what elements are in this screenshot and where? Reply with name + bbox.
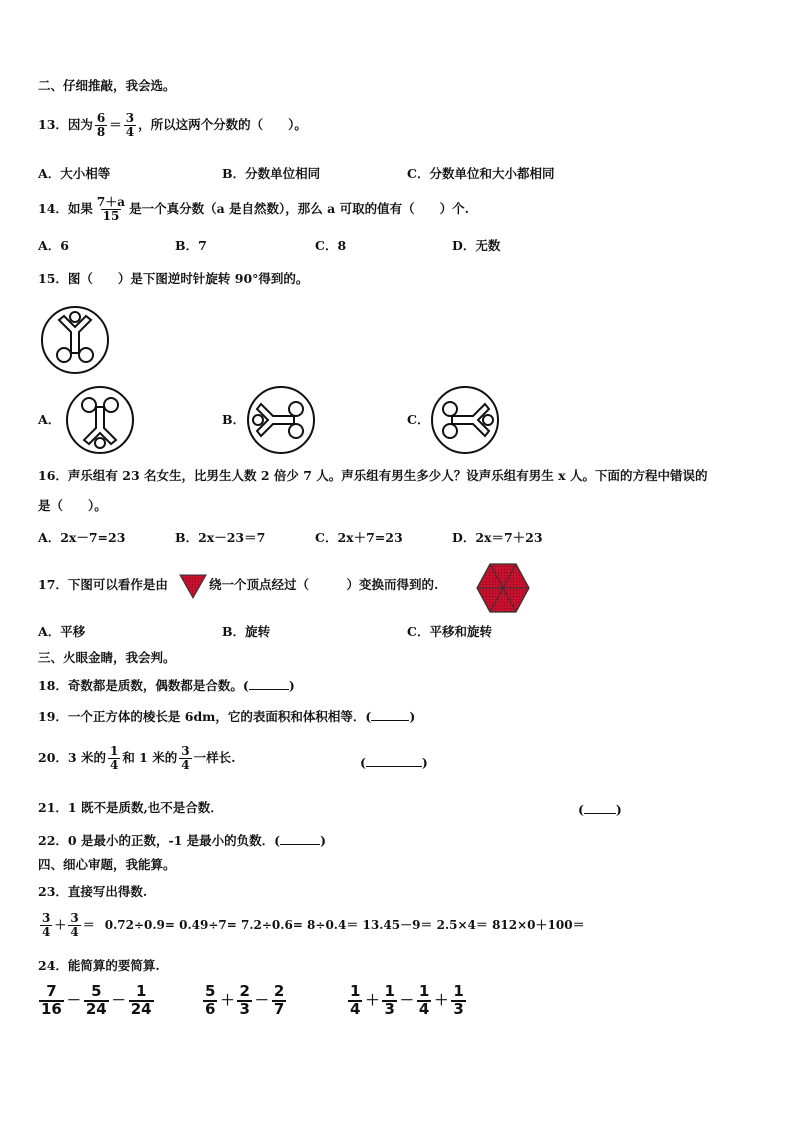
- q13-option-c[interactable]: C．分数单位和大小都相同: [407, 166, 555, 181]
- q13-fraction-2: 3 4: [125, 111, 135, 139]
- q15-option-b-label[interactable]: B．: [222, 412, 246, 427]
- q13-option-b[interactable]: B．分数单位相同: [222, 166, 321, 181]
- q20-fraction-2: 3 4: [181, 744, 190, 772]
- question-23: 23．直接写出得数.: [38, 884, 148, 899]
- q13-fraction-1: 6 8: [96, 111, 106, 139]
- question-16-line-2: 是（ ）。: [38, 498, 107, 513]
- question-20: 20． 3 米的 1 4 和 1 米的 3 4 一样长.: [38, 744, 236, 772]
- q14-option-d[interactable]: D．无数: [452, 238, 501, 253]
- q15-option-a-figure[interactable]: [65, 385, 135, 455]
- q13-equals: ＝: [109, 116, 122, 132]
- question-16-line-1: 16．声乐组有 23 名女生，比男生人数 2 倍少 7 人。声乐组有男生多少人？设声乐组有男生 x 人。下面的方程中错误的: [38, 468, 708, 483]
- q14-number: 14．: [38, 200, 68, 216]
- q15-original-figure: [40, 305, 110, 375]
- q17-lead: 17．下图可以看作是由: [38, 577, 168, 592]
- q15-option-b-figure[interactable]: [246, 385, 316, 455]
- figure-y-shape: [57, 312, 93, 362]
- q17-option-c[interactable]: C．平移和旋转: [407, 624, 492, 639]
- q13-option-a[interactable]: A．大小相等: [38, 166, 111, 181]
- q21-answer: ( ): [578, 802, 622, 817]
- question-13: [38, 112, 307, 138]
- q23-expressions: 3 4 ＋ 3 4 ＝ 0.72÷0.9= 0.49÷7= 7.2÷0.6= 8÷0.4＝ 13.45－9＝ 2.5×4＝ 812×0＋100＝: [42, 911, 585, 939]
- q14-option-b[interactable]: B．7: [175, 238, 207, 253]
- question-18: 18．奇数都是质数，偶数都是合数。( ): [38, 678, 295, 693]
- q24-expression-1: 7 16 － 5 24 － 1 24: [41, 982, 152, 1018]
- q13-lead: 因为: [67, 116, 93, 132]
- question-15: 15．图（ ）是下图逆时针旋转 90°得到的。: [38, 271, 309, 286]
- section-title-choice: 二、仔细推敲，我会选。: [38, 78, 176, 93]
- q24-expression-2: 5 6 ＋ 2 3 － 2 7: [205, 982, 285, 1018]
- q20-answer-blank[interactable]: [366, 755, 422, 767]
- q14-option-a[interactable]: A．6: [38, 238, 69, 253]
- q16-option-b[interactable]: B．2x－23＝7: [175, 530, 266, 545]
- question-22: 22．0 是最小的正数，-1 是最小的负数．( ): [38, 833, 327, 848]
- q17-option-b[interactable]: B．旋转: [222, 624, 271, 639]
- q15-option-c-figure[interactable]: [430, 385, 500, 455]
- q14-option-c[interactable]: C．8: [315, 238, 347, 253]
- q17-triangle-figure: [179, 574, 207, 599]
- q18-answer-blank[interactable]: [249, 678, 289, 690]
- question-24: 24．能简算的要简算.: [38, 958, 160, 973]
- q16-option-a[interactable]: A．2x－7=23: [38, 530, 126, 545]
- q13-number: 13．: [38, 116, 68, 132]
- q20-fraction-1: 1 4: [109, 744, 119, 772]
- q17-hexagon-figure: [476, 562, 530, 614]
- q14-fraction: 7＋a 15: [96, 195, 126, 223]
- q16-option-c[interactable]: C．2x＋7=23: [315, 530, 403, 545]
- q17-mid: 绕一个顶点经过（ ）变换而得到的.: [209, 577, 439, 592]
- q24-expression-3: 1 4 ＋ 1 3 － 1 4 ＋ 1 3: [350, 982, 464, 1018]
- q13-tail: ，所以这两个分数的（ ）。: [138, 116, 307, 132]
- question-19: 19．一个正方体的棱长是 6dm，它的表面积和体积相等．( ): [38, 709, 416, 724]
- q14-lead: 如果: [67, 200, 93, 216]
- section-title-calc: 四、细心审题，我能算。: [38, 857, 176, 872]
- q14-tail: 是一个真分数（a 是自然数），那么 a 可取的值有（ ）个.: [129, 200, 469, 216]
- q20-answer: ( ): [360, 755, 428, 770]
- q16-option-d[interactable]: D．2x＝7＋23: [452, 530, 543, 545]
- q23-fraction-1: 3 4: [42, 911, 51, 939]
- q15-option-a-label[interactable]: A．: [38, 412, 61, 427]
- question-14: [38, 196, 469, 222]
- question-21: 21．1 既不是质数,也不是合数．: [38, 800, 223, 815]
- q23-rest: 0.72÷0.9= 0.49÷7= 7.2÷0.6= 8÷0.4＝ 13.45－9＝ 2.5×4＝ 812×0＋100＝: [104, 918, 585, 933]
- q21-answer-blank[interactable]: [584, 802, 616, 814]
- q17-option-a[interactable]: A．平移: [38, 624, 86, 639]
- section-title-judge: 三、火眼金睛，我会判。: [38, 650, 176, 665]
- q15-option-c-label[interactable]: C．: [407, 412, 430, 427]
- q23-fraction-2: 3 4: [70, 911, 79, 939]
- q19-answer-blank[interactable]: [371, 709, 409, 721]
- q22-answer-blank[interactable]: [280, 833, 320, 845]
